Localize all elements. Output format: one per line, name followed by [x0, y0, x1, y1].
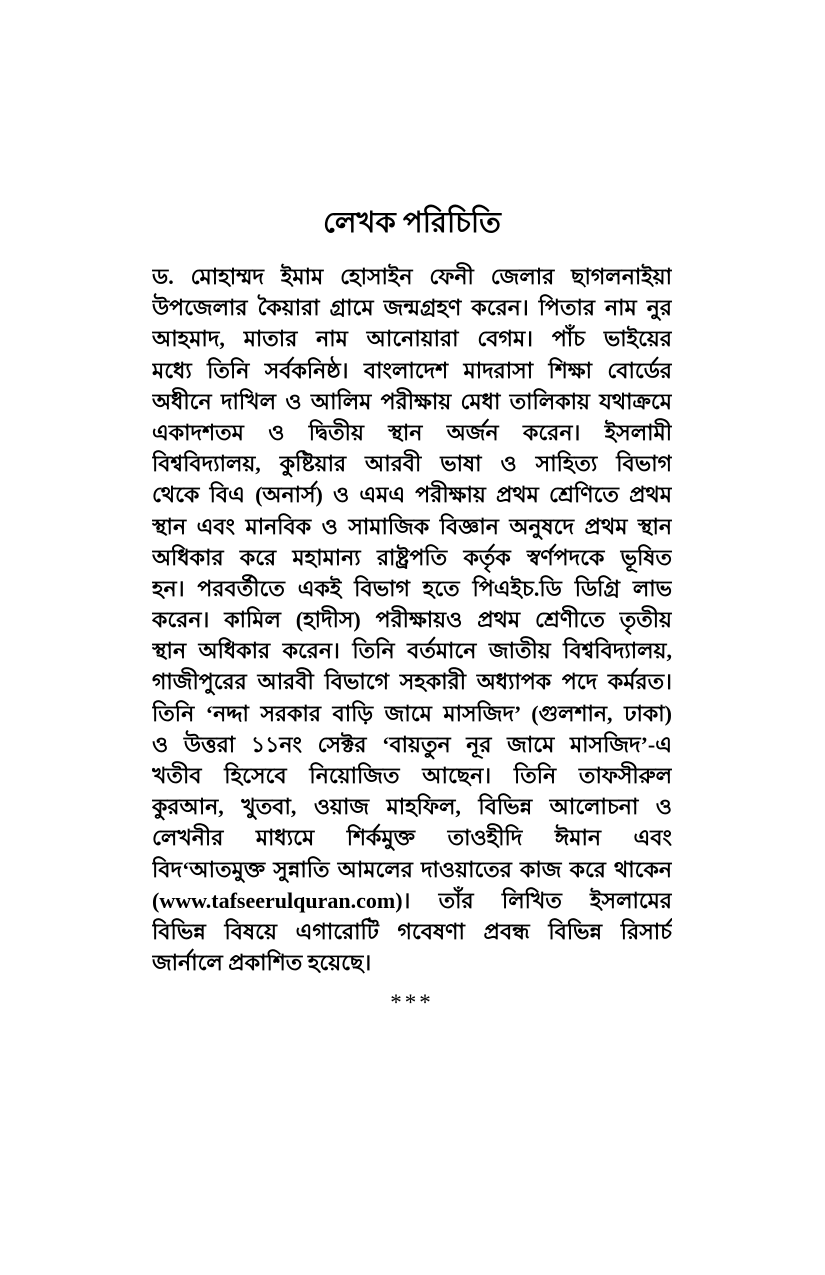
text-line: উপজেলার কৈয়ারা গ্রামে জন্মগ্রহণ করেন। পিতার নাম নুর [152, 295, 672, 321]
text-line: স্থান এবং মানবিক ও সামাজিক বিজ্ঞান অনুষদে প্রথম স্থান [152, 513, 672, 539]
text-line: খতীব হিসেবে নিয়োজিত আছেন। তিনি তাফসীরুল [152, 763, 672, 788]
text-line: থেকে বিএ (অনার্স) ও এমএ পরীক্ষায় প্রথম শ্রেণিতে প্রথম [152, 482, 672, 508]
end-of-section-asterisks: *** [390, 990, 434, 1016]
text-line: বিশ্ববিদ্যালয়, কুষ্টিয়ার আরবী ভাষা ও সাহিত্য বিভাগ [152, 451, 672, 477]
text-line: মধ্যে তিনি সর্বকনিষ্ঠ। বাংলাদেশ মাদরাসা শিক্ষা বোর্ডের [152, 357, 672, 383]
text-line: একাদশতম ও দ্বিতীয় স্থান অর্জন করেন। ইসলামী [152, 419, 672, 445]
text-line: (www.tafseerulquran.com)। তাঁর লিখিত ইসলামের [152, 887, 672, 913]
text-line: লেখনীর মাধ্যমে শির্কমুক্ত তাওহীদি ঈমান এবং [152, 825, 672, 851]
text-line: অধীনে দাখিল ও আলিম পরীক্ষায় মেধা তালিকায় যথাক্রমে [152, 388, 672, 414]
book-page-content [152, 202, 672, 1016]
text-line: কুরআন, খুতবা, ওয়াজ মাহফিল, বিভিন্ন আলোচনা ও [152, 794, 672, 820]
text-line: গাজীপুরের আরবী বিভাগে সহকারী অধ্যাপক পদে কর্মরত। [152, 669, 672, 695]
text-line: বিদ‘আতমুক্ত সুন্নাতি আমলের দাওয়াতের কাজ করে থাকেন [152, 856, 672, 882]
text-line: ও উত্তরা ১১নং সেক্টর ‘বায়তুন নূর জামে মাসজিদ’-এ [152, 731, 672, 757]
text-line: স্থান অধিকার করেন। তিনি বর্তমানে জাতীয় বিশ্ববিদ্যালয়, [152, 638, 672, 664]
text-line: আহমাদ, মাতার নাম আনোয়ারা বেগম। পাঁচ ভাইয়ের [152, 326, 672, 352]
text-line: করেন। কামিল (হাদীস) পরীক্ষায়ও প্রথম শ্রেণীতে তৃতীয় [152, 607, 672, 633]
author-bio-paragraph [152, 261, 672, 978]
page-title: লেখক পরিচিতি [323, 207, 501, 239]
text-line: ড. মোহাম্মদ ইমাম হোসাইন ফেনী জেলার ছাগলনাইয়া [152, 264, 672, 289]
text-line: জার্নালে প্রকাশিত হয়েছে। [152, 950, 372, 976]
text-line: হন। পরবর্তীতে একই বিভাগ হতে পিএইচ.ডি ডিগ্রি লাভ [152, 575, 672, 601]
text-line: তিনি ‘নদ্দা সরকার বাড়ি জামে মাসজিদ’ (গুলশান, ঢাকা) [152, 700, 672, 726]
text-line: অধিকার করে মহামান্য রাষ্ট্রপতি কর্তৃক স্বর্ণপদকে ভূষিত [152, 544, 672, 570]
text-line: বিভিন্ন বিষয়ে এগারোটি গবেষণা প্রবন্ধ বিভিন্ন রিসার্চ [152, 918, 672, 944]
